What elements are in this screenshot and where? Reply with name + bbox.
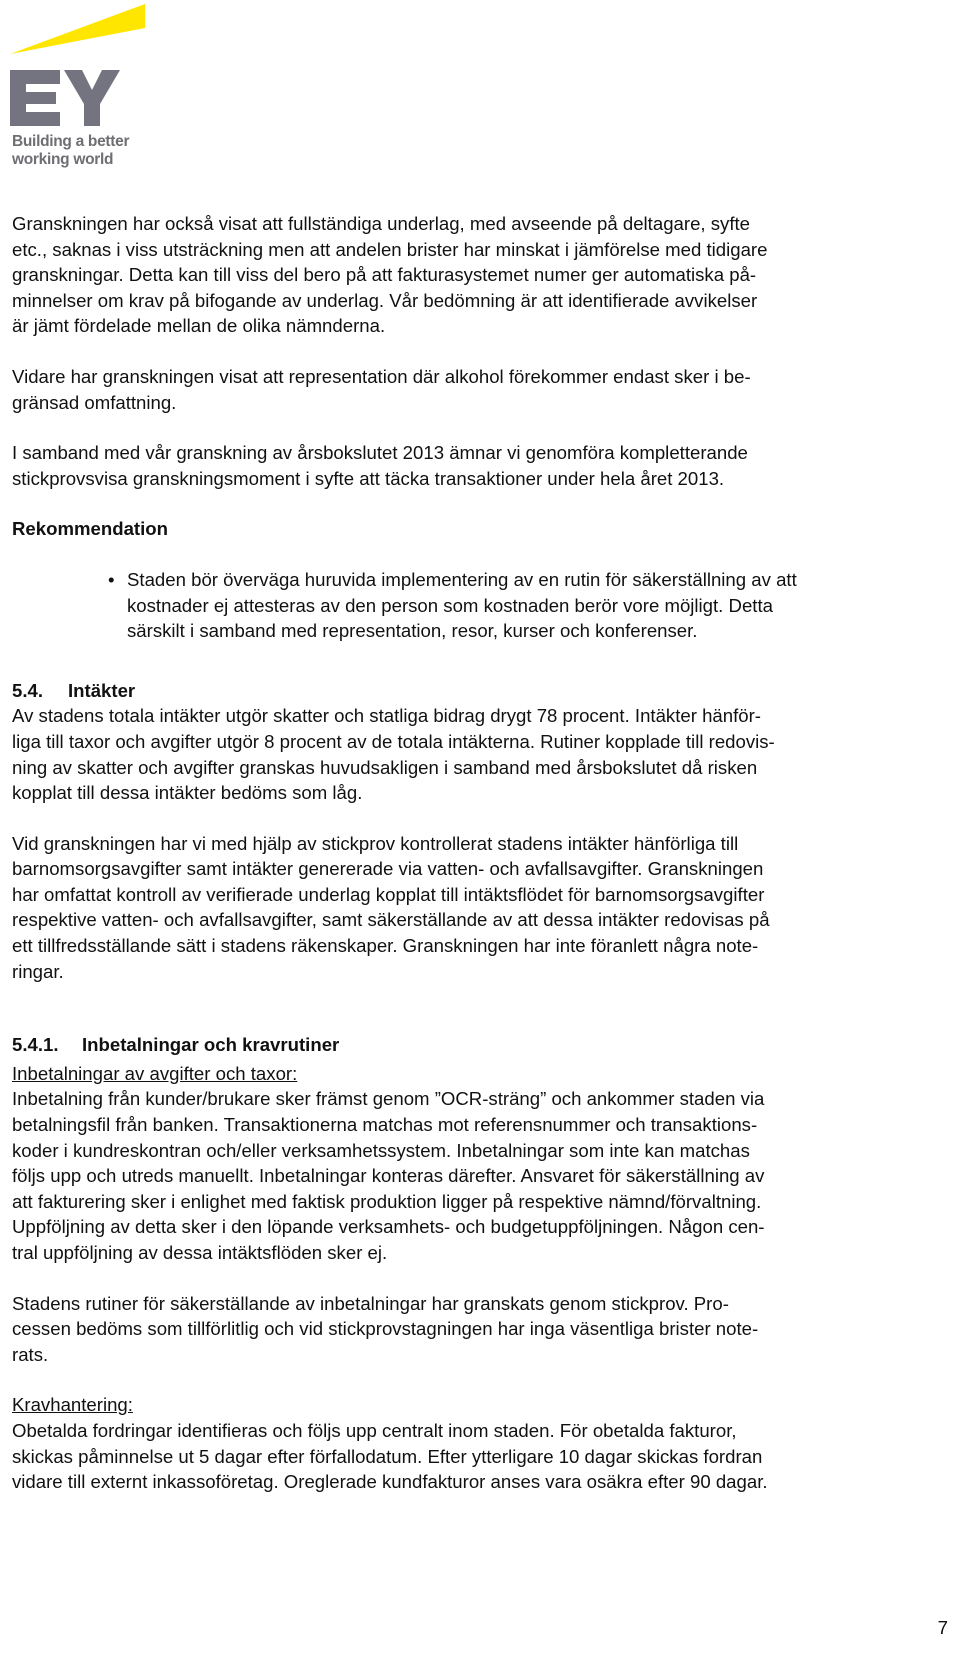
page-number: 7 [937,1617,948,1638]
paragraph-5: Vid granskningen har vi med hjälp av stickprov kontrollerat stadens intäkter hänförliga till barnomsorgsavgifter samt intäkter genererade via vatten- och avfallsavgifter. Granskningen har omfattat kontroll av verifierade underlag kopplat till intäktsflödet för barnomsorgsavgifter respektive vatten- och avfallsavgifter, samt säkerställande av att dessa intäkter redovisas på ett tillfredsställande sätt i stadens räkenskaper. Granskningen har inte föranlett några note- ringar. [12,832,770,982]
paragraph-2: Vidare har granskningen visat att representation där alkohol förekommer endast sker i be- gränsad omfattning. [12,365,751,413]
paragraph-6: Inbetalning från kunder/brukare sker främst genom ”OCR-sträng” och ankommer staden via betalningsfil från banken. Transaktionerna matchas mot referensnummer och transaktions- koder i kundreskontran och/eller verksamhetssystem. Inbetalningar som inte kan matchas följs upp och utreds manuellt. Inbetalningar konteras därefter. Ansvaret för säkerställning av att fakturering sker i enlighet med faktisk produktion ligger på respektive nämnd/förvaltning. Uppföljning av detta sker i den löpande verksamhets- och budgetuppföljningen. Någon cen- tral uppföljning av dessa intäktsflöden sker ej. [12,1088,765,1263]
paragraph-3: I samband med vår granskning av årsbokslutet 2013 ämnar vi genomföra kompletterande stickprovsvisa granskningsmoment i syfte att täcka transaktioner under hela året 2013. [12,442,748,489]
bullet-dot: • [108,568,115,590]
paragraph-1: Granskningen har också visat att fullständiga underlag, med avseende på deltagare, syfte etc., saknas i viss utsträckning men att andelen brister har minskat i jämförelse med tidigare granskningar. Detta kan till viss del bero på att fakturasystemet numer ger automatiska på- minnelser om krav på bifogande av underlag. Vår bedömning är att identifierade avvikelser är jämt fördelade mellan de olika nämnderna. [12,213,768,337]
paragraph-8: Obetalda fordringar identifieras och följs upp centralt inom staden. För obetalda fakturor, skickas påminnelse ut 5 dagar efter förfallodatum. Efter ytterligare 10 dagar skickas fordran vidare till externt inkassoföretag. Oreglerade kundfakturor anses vara osäkra efter 90 dagar. [12,1419,768,1493]
logo-tagline [12,133,129,169]
recommendation-heading: Rekommendation [12,518,169,540]
logo-tagline-line1: Building a better [12,133,130,150]
document-body [12,211,948,1495]
ey-logo [10,4,155,174]
section-heading-5-4-1: 5.4.1. Inbetalningar och kravrutiner [12,1034,340,1056]
logo-yellow-beam [10,4,145,54]
paragraph-4: Av stadens totala intäkter utgör skatter och statliga bidrag drygt 78 procent. Intäkter hänför- liga till taxor och avgifter utgör 8 procent av de totala intäkterna. Rutiner kopplade till redovis- ning av skatter och avgifter granskas huvudsakligen i samband med årsbokslutet då risken kopplat till dessa intäkter bedöms som låg. [12,705,775,804]
bullet-text: Staden bör överväga huruvida implementering av en rutin för säkerställning av att kostnader ej attesteras av den person som kostnaden berör vore möjligt. Detta särskilt i samband med representation, resor, kurser och konferenser. [127,568,797,642]
recommendation-bullet [12,567,948,644]
logo-tagline-line2: working world [12,151,114,168]
logo-letter-y [64,70,120,126]
section-heading-5-4: 5.4. Intäkter [12,679,136,701]
subheading-inbetalningar: Inbetalningar av avgifter och taxor: [12,1062,298,1084]
logo-letter-e [10,70,60,126]
ey-logo-mark [10,4,155,129]
subheading-kravhantering: Kravhantering: [12,1394,133,1416]
paragraph-7: Stadens rutiner för säkerställande av inbetalningar har granskats genom stickprov. Pro- cessen bedöms som tillförlitlig och vid stickprovstagningen har inga väsentliga brister note- rats. [12,1292,759,1365]
